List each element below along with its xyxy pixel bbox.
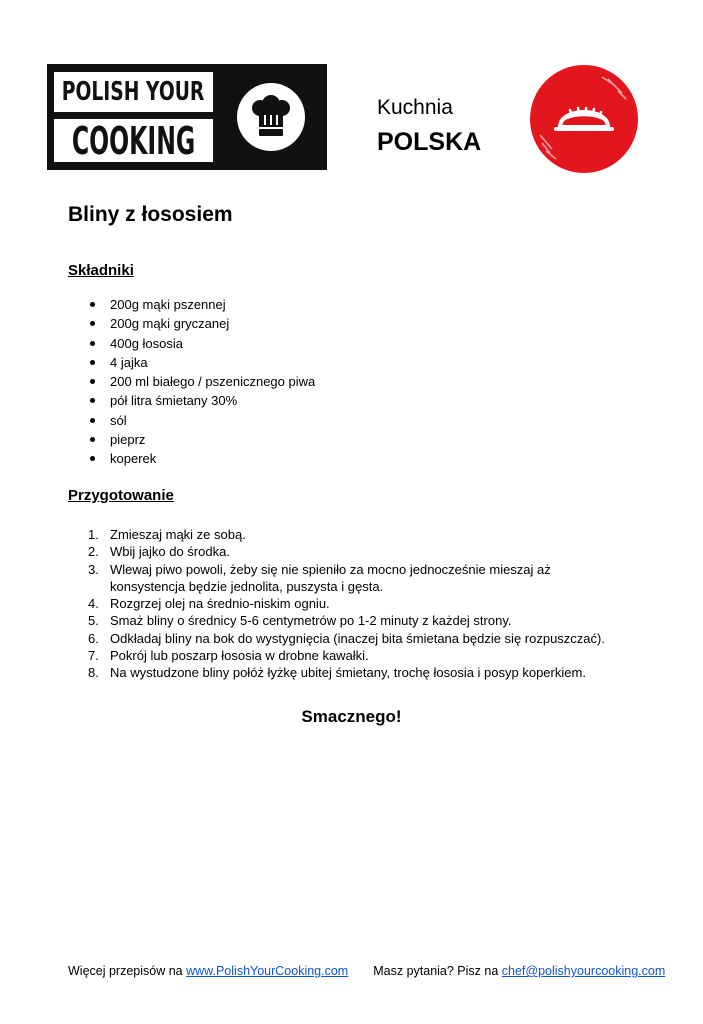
ingredient-item: 200 ml białego / pszenicznego piwa — [68, 372, 315, 391]
preparation-steps — [68, 526, 628, 682]
step-number: 5. — [88, 613, 99, 629]
step-item — [68, 595, 628, 612]
step-text: Pokrój lub poszarp łososia w drobne kawałki. — [110, 648, 369, 664]
ingredient-item: 4 jajka — [68, 353, 315, 372]
step-item — [68, 612, 628, 629]
step-item — [68, 630, 628, 647]
step-text: Smaż bliny o średnicy 5-6 centymetrów po 1-2 minuty z każdej strony. — [110, 613, 512, 629]
step-item — [68, 561, 628, 596]
step-item — [68, 543, 628, 560]
pierogi-icon — [530, 65, 638, 173]
email-link[interactable]: chef@polishyourcooking.com — [501, 964, 666, 978]
step-text: Rozgrzej olej na średnio-niskim ogniu. — [110, 596, 330, 612]
step-text: Odkładaj bliny na bok do wystygnięcia (inaczej bita śmietana będzie się rozpuszczać). — [110, 630, 605, 646]
recipe-title: Bliny z łososiem — [68, 203, 233, 226]
ingredient-item: 200g mąki gryczanej — [68, 314, 315, 333]
cuisine-name: POLSKA — [377, 128, 482, 156]
footer-more-label: Więcej przepisów na — [68, 964, 187, 978]
logo-line2-box — [54, 119, 213, 162]
preparation-heading: Przygotowanie — [68, 487, 174, 504]
ingredient-item: sól — [68, 411, 315, 430]
step-number: 3. — [88, 561, 99, 577]
footer-question-label: Masz pytania? Pisz na — [373, 964, 502, 978]
ingredient-item: 400g łososia — [68, 334, 315, 353]
step-text: Wlewaj piwo powoli, żeby się nie spieniło za mocno jednocześnie mieszaj aż konsystencja będzie jednolita, puszysta i gęsta. — [110, 561, 551, 594]
footer — [68, 964, 665, 978]
ingredients-list — [68, 295, 315, 469]
step-text: Zmieszaj mąki ze sobą. — [110, 527, 246, 542]
step-number: 4. — [88, 596, 99, 612]
logo-line2: COOKING — [71, 118, 196, 163]
step-number: 8. — [88, 665, 99, 681]
step-number: 1. — [88, 527, 99, 542]
site-link[interactable]: www.PolishYourCooking.com — [186, 964, 349, 978]
step-text: Na wystudzone bliny połóż łyżkę ubitej śmietany, trochę łososia i posyp koperkiem. — [110, 665, 586, 681]
ingredient-item: pieprz — [68, 430, 315, 449]
brand-logo — [47, 64, 327, 170]
cuisine-subtitle: Kuchnia — [377, 96, 453, 119]
ingredient-item: 200g mąki pszennej — [68, 295, 315, 314]
logo-line1-box — [54, 72, 213, 112]
step-item — [68, 526, 628, 543]
step-number: 6. — [88, 630, 99, 646]
closing-text: Smacznego! — [301, 707, 402, 726]
logo-line1: POLISH YOUR — [62, 77, 205, 107]
ingredients-heading: Składniki — [68, 262, 134, 279]
cuisine-label — [377, 96, 481, 157]
step-item — [68, 647, 628, 664]
step-item — [68, 664, 628, 681]
step-number: 7. — [88, 648, 99, 664]
step-number: 2. — [88, 544, 99, 560]
ingredient-item: koperek — [68, 449, 315, 468]
step-text: Wbij jajko do środka. — [110, 544, 230, 560]
chef-hat-icon — [229, 77, 313, 157]
ingredient-item: pół litra śmietany 30% — [68, 391, 315, 410]
